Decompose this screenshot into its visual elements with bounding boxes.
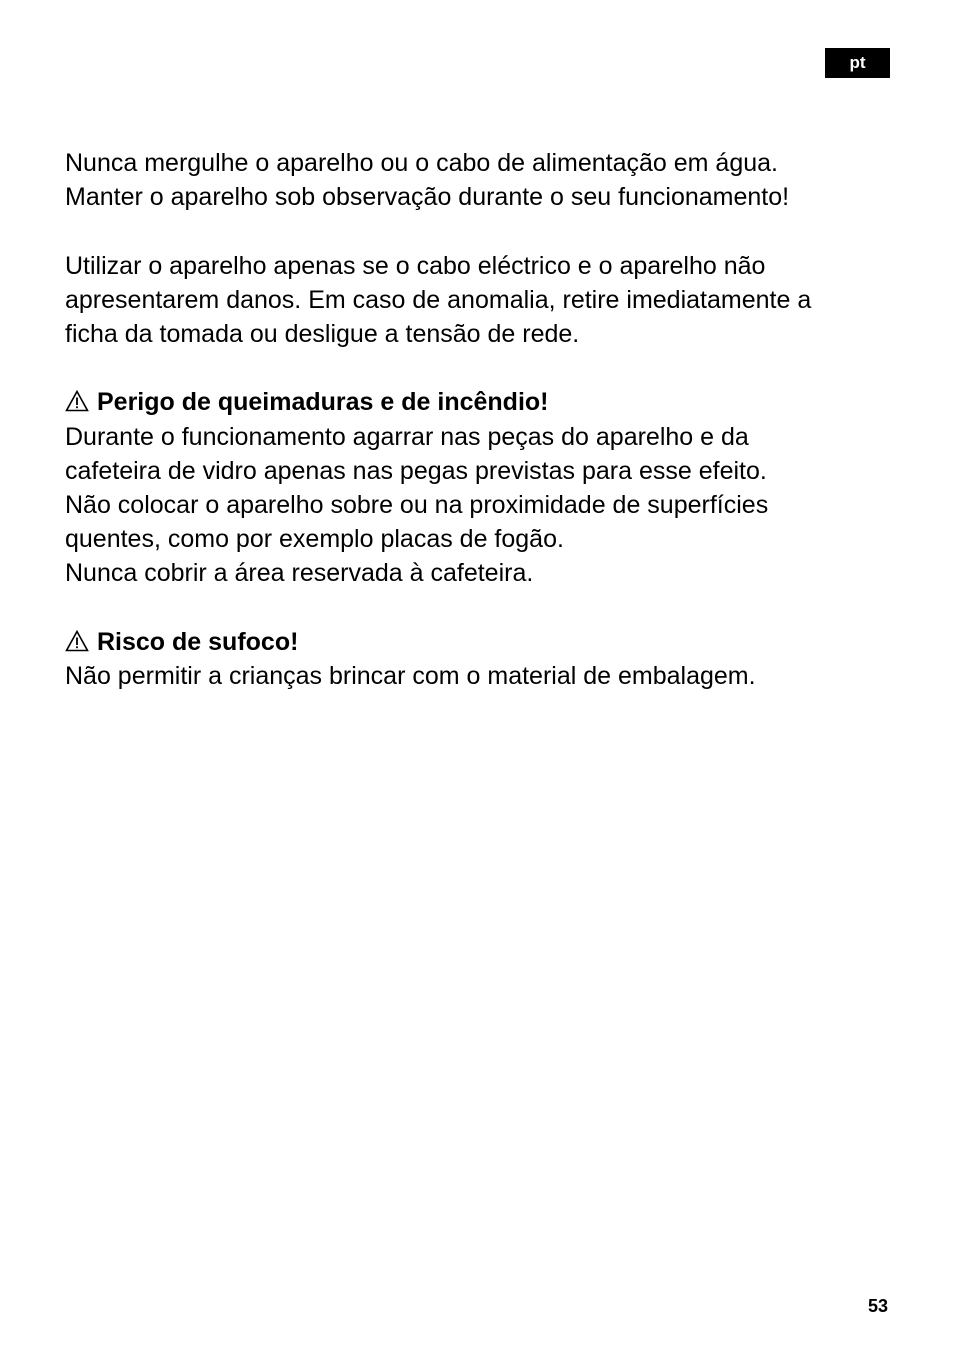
warning-line: Nunca cobrir a área reservada à cafeteira. xyxy=(65,559,534,588)
warning-suffocation xyxy=(65,625,905,693)
warning-line: Durante o funcionamento agarrar nas peças do aparelho e da xyxy=(65,422,749,451)
warning-triangle-icon xyxy=(65,630,89,652)
paragraph-line: Manter o aparelho sob observação durante o seu funcionamento! xyxy=(65,183,790,212)
language-tab: pt xyxy=(825,48,890,78)
paragraph-line: ficha da tomada ou desligue a tensão de rede. xyxy=(65,320,580,348)
warning-line: Não permitir a crianças brincar com o material de embalagem. xyxy=(65,662,756,690)
page-number: 53 xyxy=(867,1296,888,1316)
warning-burn-fire xyxy=(65,385,905,590)
paragraph-water-safety xyxy=(65,146,905,214)
warning-heading xyxy=(65,625,905,659)
warning-line: quentes, como por exemplo placas de fogão. xyxy=(65,525,564,554)
warning-triangle-icon xyxy=(65,390,89,412)
paragraph-line: apresentarem danos. Em caso de anomalia, retire imediatamente a xyxy=(65,285,812,314)
paragraph-cable-damage xyxy=(65,249,905,352)
page-content xyxy=(65,146,905,727)
warning-title: Perigo de queimaduras e de incêndio! xyxy=(97,388,549,417)
paragraph-line: Nunca mergulhe o aparelho ou o cabo de alimentação em água. xyxy=(65,149,778,177)
warning-line: Não colocar o aparelho sobre ou na proximidade de superfícies xyxy=(65,491,769,519)
warning-line: cafeteira de vidro apenas nas pegas previstas para esse efeito. xyxy=(65,456,767,485)
paragraph-line: Utilizar o aparelho apenas se o cabo eléctrico e o aparelho não xyxy=(65,251,766,280)
warning-heading xyxy=(65,385,905,419)
warning-title: Risco de sufoco! xyxy=(97,627,299,656)
